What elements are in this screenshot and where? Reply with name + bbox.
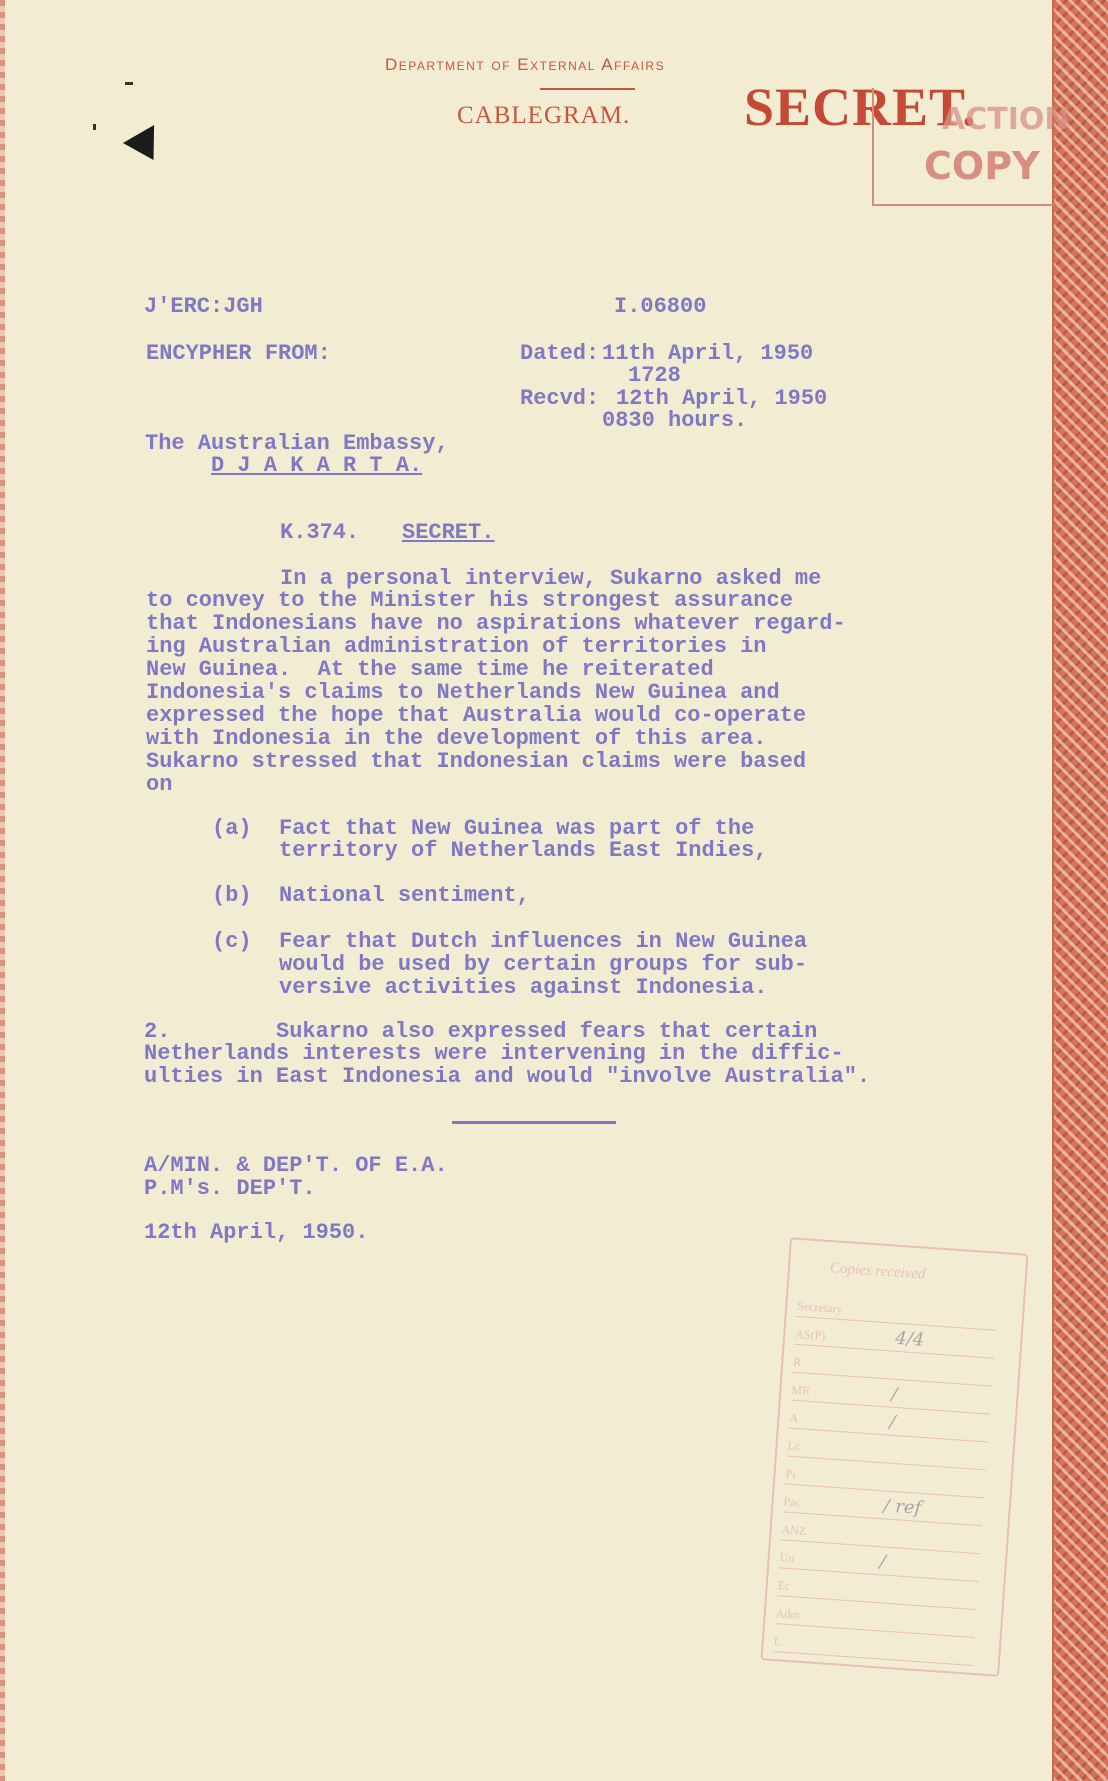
distribution-date: 12th April, 1950. bbox=[144, 1220, 369, 1245]
stamp-row-label: Pac bbox=[783, 1494, 802, 1510]
stamp-row-label: ANZ bbox=[781, 1522, 807, 1539]
stamp-row-label: R bbox=[792, 1354, 802, 1370]
stamp-row-label: Pi bbox=[785, 1466, 797, 1482]
section-divider bbox=[452, 1121, 616, 1124]
para1-line: In a personal interview, Sukarno asked me bbox=[280, 566, 822, 591]
stamp-row-label: Adm bbox=[775, 1606, 801, 1622]
para1-line: ing Australian administration of territories in bbox=[146, 634, 767, 659]
stamp-row-label: A bbox=[789, 1410, 799, 1426]
para1-line: New Guinea. At the same time he reiterated bbox=[146, 657, 714, 682]
reference-code: J'ERC:JGH bbox=[144, 294, 263, 319]
list-item-line: territory of Netherlands East Indies, bbox=[279, 838, 768, 863]
stamp-row-label: Secretary bbox=[796, 1298, 843, 1316]
copies-received-stamp bbox=[761, 1237, 1029, 1677]
action-copy-stamp bbox=[872, 88, 1070, 206]
para1-line: expressed the hope that Australia would co-operate bbox=[146, 703, 807, 728]
list-item-line: versive activities against Indonesia. bbox=[279, 975, 768, 1000]
stamp-row-label: Lc bbox=[787, 1438, 801, 1454]
para2-number: 2. bbox=[144, 1019, 171, 1044]
distribution-line-2: P.M's. DEP'T. bbox=[144, 1176, 316, 1201]
ink-speck bbox=[93, 124, 96, 130]
para2-line: ulties in East Indonesia and would "involve Australia". bbox=[144, 1064, 871, 1089]
secret-classification: SECRET. bbox=[744, 77, 977, 137]
dated-time: 1728 bbox=[628, 363, 681, 388]
header-rule bbox=[540, 88, 635, 90]
list-item-line: would be used by certain groups for sub- bbox=[279, 952, 808, 977]
list-item-line: Fear that Dutch influences in New Guinea bbox=[279, 929, 808, 954]
department-heading: Department of External Affairs bbox=[385, 55, 666, 74]
received-time: 0830 hours. bbox=[602, 408, 748, 433]
decorative-border-strip bbox=[1052, 0, 1108, 1781]
message-number: K.374. bbox=[280, 520, 360, 545]
stamp-row-label: MR bbox=[790, 1382, 811, 1398]
stamp-row-mark: / bbox=[878, 1551, 887, 1573]
ink-speck bbox=[125, 82, 133, 85]
cablegram-title: CABLEGRAM. bbox=[457, 102, 631, 129]
dated-label: Dated: bbox=[520, 341, 600, 366]
stamp-row-label: Ec bbox=[777, 1578, 791, 1594]
list-item-label: (a) bbox=[212, 816, 252, 841]
para1-line: Indonesia's claims to Netherlands New Guinea and bbox=[146, 680, 780, 705]
dated-value: 11th April, 1950 bbox=[602, 341, 814, 366]
received-label: Recvd: bbox=[520, 386, 600, 411]
received-value: 12th April, 1950 bbox=[616, 386, 828, 411]
stamp-row-label: L bbox=[773, 1634, 782, 1649]
para1-line: with Indonesia in the development of this area. bbox=[146, 726, 767, 751]
list-item-label: (b) bbox=[212, 883, 252, 908]
stamp-row-mark: / bbox=[890, 1383, 899, 1406]
stamp-title: Copies received bbox=[829, 1260, 927, 1283]
para1-line: Sukarno stressed that Indonesian claims were based bbox=[146, 749, 807, 774]
stamp-row-mark: 4/4 bbox=[894, 1327, 925, 1351]
message-marking: SECRET. bbox=[402, 520, 495, 545]
cable-number: I.06800 bbox=[614, 294, 707, 319]
sender-name: The Australian Embassy, bbox=[145, 431, 449, 456]
list-item-line: Fact that New Guinea was part of the bbox=[279, 816, 755, 841]
sender-location: D J A K A R T A. bbox=[211, 453, 423, 478]
stamp-row-label: Un bbox=[779, 1550, 795, 1566]
para1-line: that Indonesians have no aspirations whatever regard- bbox=[146, 611, 846, 636]
stamp-row-mark: / ref bbox=[882, 1495, 922, 1519]
para1-line: to convey to the Minister his strongest assurance bbox=[146, 588, 793, 613]
list-item-label: (c) bbox=[212, 929, 252, 954]
copy-stamp-line1: ACTION bbox=[942, 102, 1070, 137]
list-item-line: National sentiment, bbox=[279, 883, 530, 908]
left-page-edge bbox=[0, 0, 5, 1781]
stamp-row-mark: / bbox=[888, 1411, 897, 1433]
encypher-from-label: ENCYPHER FROM: bbox=[146, 341, 331, 366]
para1-line: on bbox=[146, 772, 173, 797]
distribution-line-1: A/MIN. & DEP'T. OF E.A. bbox=[144, 1153, 448, 1178]
copy-stamp-line2: COPY bbox=[924, 144, 1040, 188]
stamp-row-label: AS(P) bbox=[794, 1326, 826, 1343]
para2-line: Netherlands interests were intervening in the diffic- bbox=[144, 1041, 844, 1066]
para2-line: Sukarno also expressed fears that certain bbox=[276, 1019, 818, 1044]
